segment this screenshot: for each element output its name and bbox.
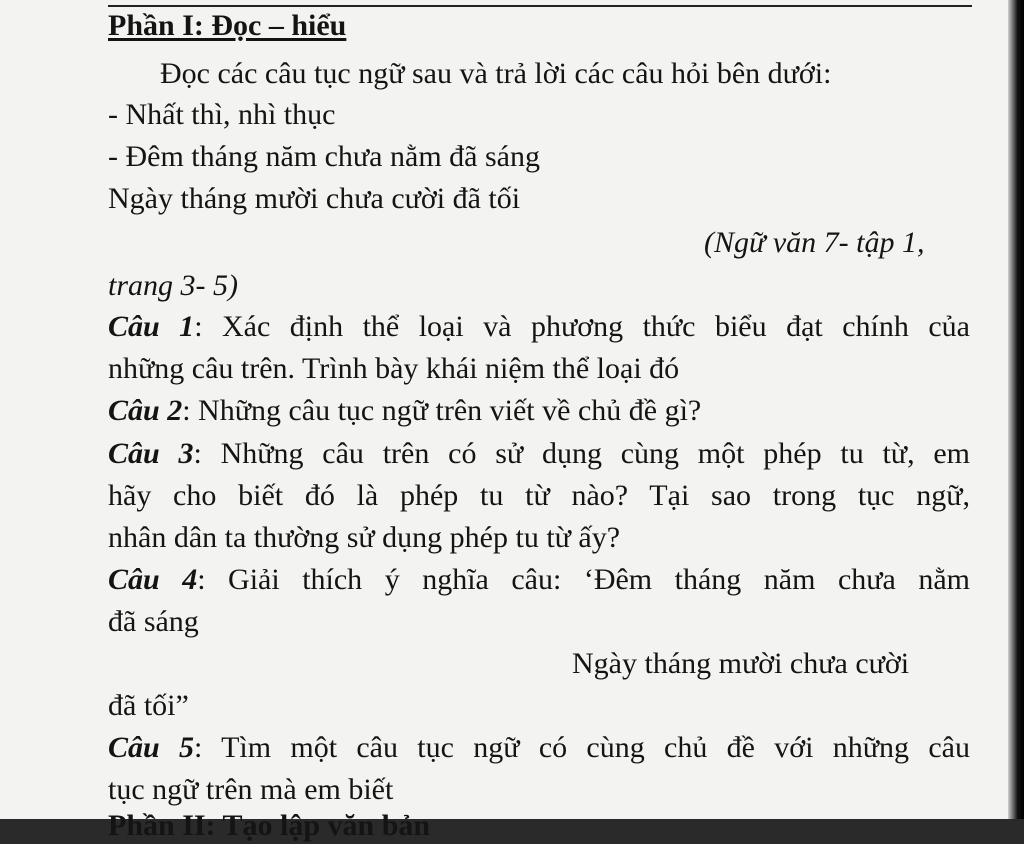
page-right-edge-shadow [1008, 0, 1024, 819]
proverb-1: - Nhất thì, nhì thục [108, 98, 336, 131]
question-4-text: : Giải thích ý nghĩa câu: ‘Đêm tháng năm chưa nằm [197, 563, 970, 596]
question-2-text: : Những câu tục ngữ trên viết về chủ đề gì? [182, 394, 702, 427]
question-1-label: Câu 1 [108, 310, 195, 343]
question-5-text: : Tìm một câu tục ngữ có cùng chủ đề với những câu [194, 731, 970, 764]
question-2-line-1 [108, 393, 701, 429]
question-3-line-3: nhân dân ta thường sử dụng phép tu từ ấy? [108, 521, 621, 554]
source-citation-line-2: trang 3- 5) [108, 269, 238, 302]
question-3-text: : Những câu trên có sử dụng cùng một phép tu từ, em [193, 437, 970, 470]
question-4-line-2: đã sáng [108, 605, 199, 638]
question-5-label: Câu 5 [108, 731, 194, 764]
instruction-text: Đọc các câu tục ngữ sau và trả lời các câu hỏi bên dưới: [160, 57, 832, 90]
cut-off-text: Phần II: Tạo lập văn bản [108, 809, 431, 842]
question-4-label: Câu 4 [108, 563, 198, 596]
top-divider [108, 5, 972, 7]
question-1-line-2: những câu trên. Trình bày khái niệm thể loại đó [108, 352, 680, 385]
question-4-line-4: đã tối” [108, 689, 189, 722]
source-citation-line-1: (Ngữ văn 7- tập 1, [704, 226, 925, 259]
question-1-text: : Xác định thể loại và phương thức biểu đạt chính của [194, 310, 970, 343]
question-2-label: Câu 2 [108, 394, 183, 427]
question-1-line-1 [108, 309, 970, 345]
question-5-line-1 [108, 730, 970, 766]
section-heading: Phần I: Đọc – hiểu [108, 9, 347, 42]
cut-off-next-line [108, 808, 448, 842]
proverb-2-line-1: - Đêm tháng năm chưa nằm đã sáng [108, 140, 540, 173]
proverb-2-line-2: Ngày tháng mười chưa cười đã tối [108, 182, 521, 215]
question-3-line-2: hãy cho biết đó là phép tu từ nào? Tại sao trong tục ngữ, [108, 479, 970, 512]
question-5-line-2: tục ngữ trên mà em biết [108, 773, 394, 806]
question-3-line-1 [108, 436, 970, 472]
question-4-line-1 [108, 562, 970, 598]
question-3-label: Câu 3 [108, 437, 194, 470]
question-4-line-3: Ngày tháng mười chưa cười [572, 647, 910, 680]
